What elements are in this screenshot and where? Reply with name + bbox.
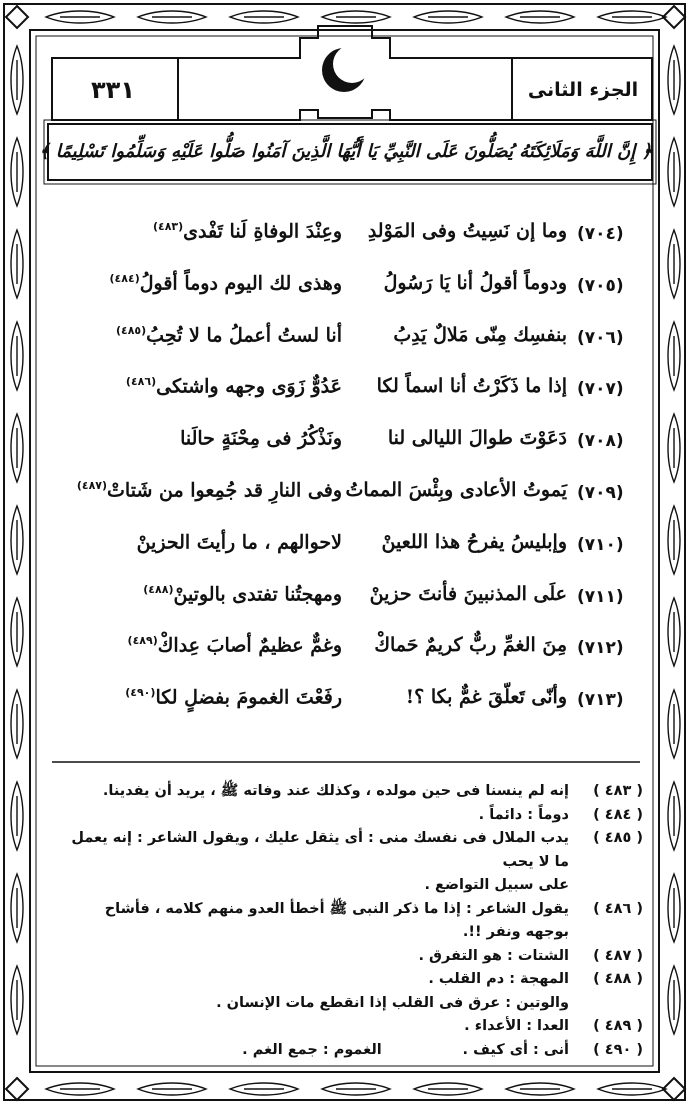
- footnote-text: أنى : أى كيف . الغموم : جمع الغم .: [242, 1041, 569, 1058]
- footnote-text: المهجة : دم القلب .: [428, 971, 569, 987]
- verse-second-hemistich: [62, 634, 342, 656]
- verse-second-hemistich: [62, 686, 342, 708]
- footnote-item: [58, 898, 643, 945]
- footnote-item: [58, 1015, 643, 1039]
- verse-second-hemistich: [62, 375, 342, 397]
- verse-number: (٧١٠): [577, 534, 624, 555]
- verse-number: (٧٠٨): [577, 431, 624, 452]
- footnote-reference: (٤٨٣): [152, 220, 184, 233]
- footnote-number: ( ٤٨٦ ): [593, 900, 643, 917]
- verse-number: (٧٠٥): [577, 275, 624, 296]
- footnote-continuation: على سبيل التواضع .: [424, 877, 569, 893]
- footnote-number: ( ٤٨٧ ): [593, 947, 643, 964]
- verse-number: (٧٠٩): [577, 482, 624, 503]
- verse-first-hemistich: وإبليسُ يفرحُ هذا اللعينْ: [381, 530, 567, 553]
- footnote-number: ( ٤٨٥ ): [593, 830, 643, 846]
- footnote-list: [58, 780, 643, 1062]
- footnote-reference: (٤٨٥): [115, 323, 147, 337]
- verse-number: (٧٠٦): [577, 327, 624, 348]
- verse-number: (٧٠٧): [577, 379, 624, 400]
- verse-second-hemistich: [62, 479, 342, 501]
- footnote-item: [58, 945, 643, 969]
- footnote-number: ( ٤٨٣ ): [593, 783, 643, 799]
- verse-second-hemistich: [62, 531, 342, 553]
- verse-row: [62, 527, 647, 579]
- footnote-text: العدا : الأعداء .: [464, 1018, 569, 1034]
- verse-row: [62, 579, 647, 631]
- verse-number: (٧١٢): [577, 638, 624, 659]
- verse-first-hemistich: علَى المذنبينَ فأنتَ حزينْ: [369, 582, 567, 605]
- footnote-number: ( ٤٨٤ ): [593, 806, 643, 823]
- footnote-text: الشتات : هو التفرق .: [418, 947, 569, 964]
- verse-second-text: أنا لستُ أعملُ ما لا تُحِبُ: [146, 323, 342, 346]
- verse-row: [62, 320, 647, 372]
- verse-row: [62, 682, 647, 734]
- verse-row: [62, 371, 647, 423]
- footnote-item: [58, 1039, 643, 1063]
- verse-row: [62, 630, 647, 682]
- verse-list: [62, 216, 647, 734]
- verse-first-hemistich: مِنَ الغمِّ ربٌّ كريمٌ حَماكْ: [374, 634, 567, 657]
- verse-second-text: ونَذْكُرُ فى مِحْنَةٍ حالَنا: [180, 427, 342, 450]
- footnote-text: إنه لم ينسنا فى حين مولده ، وكذلك عند وفاته ﷺ ، يريد أن يفدينا.: [102, 783, 569, 799]
- footnote-item: [58, 968, 643, 1015]
- verse-first-hemistich: وما إن نَسِيتُ وفى المَوْلدِ: [367, 220, 567, 242]
- page-number: ٣٣١: [91, 76, 135, 104]
- verse-second-hemistich: [62, 272, 342, 294]
- verse-second-hemistich: [62, 427, 342, 449]
- verse-first-hemistich: بنفسِك مِنّى مَلالٌ يَدِبُ: [393, 323, 567, 346]
- verse-first-hemistich: وأنّى تَعلّقَ غمٌّ بكا ؟!: [405, 686, 567, 709]
- footnote-text: يدب الملال فى نفسك منى : أى يثقل عليك ، ويقول الشاعر : إنه يعمل ما لا يحب: [66, 830, 569, 870]
- verse-second-hemistich: [62, 324, 342, 346]
- footnote-reference: (٤٨٩): [127, 634, 158, 648]
- verse-second-hemistich: [62, 583, 342, 605]
- verse-second-text: عَدُوٌّ زَوَى وجهه واشتكى: [156, 375, 342, 398]
- footnote-number: ( ٤٨٨ ): [593, 971, 643, 987]
- verse-row: [62, 216, 647, 268]
- footnote-reference: (٤٩٠): [125, 686, 156, 700]
- footnote-number: ( ٤٩٠ ): [593, 1041, 643, 1058]
- verse-row: [62, 475, 647, 527]
- verse-second-text: ومهجتُنا تفتدى بالوتينْ: [173, 582, 342, 605]
- verse-row: [62, 268, 647, 320]
- part-label: الجزء الثانى: [527, 79, 639, 101]
- verse-number: (٧١٣): [577, 690, 624, 711]
- verse-first-hemistich: ودوماً أقولُ أنا يَا رَسُولُ: [383, 271, 567, 294]
- footnote-reference: (٤٨٤): [109, 271, 140, 285]
- footnote-item: [58, 804, 643, 828]
- verse-second-text: وغمٌّ عظيمٌ أصابَ عِداكْ: [157, 634, 342, 657]
- footnote-continuation: والوتين : عرق فى القلب إذا انقطع مات الإنسان .: [216, 994, 569, 1011]
- verse-second-text: وفى النارِ قد جُمِعوا من شَتاتْ: [107, 479, 342, 502]
- verse-second-text: لاحوالهم ، ما رأيتَ الحزينْ: [136, 531, 342, 554]
- verse-second-text: رفَعْتَ الغمومَ بفضلٍ لكا: [155, 686, 342, 709]
- footnote-reference: (٤٨٦): [125, 375, 157, 389]
- footnote-item: [58, 780, 643, 804]
- verse-number: (٧١١): [577, 586, 624, 607]
- verse-number: (٧٠٤): [577, 224, 624, 244]
- footnote-item: [58, 827, 643, 898]
- footnote-text: دوماً : دائماً .: [478, 806, 569, 823]
- verse-first-hemistich: دَعَوْتَ طوالَ الليالى لنا: [387, 427, 567, 450]
- footnote-reference: (٤٨٧): [76, 478, 108, 492]
- verse-second-text: وعِنْدَ الوفاةِ لَنا تَفْدى: [183, 220, 342, 243]
- verse-first-hemistich: يَموتُ الأعادى وبِئْسَ المماتُ: [345, 478, 567, 501]
- footnote-reference: (٤٨٨): [143, 582, 174, 596]
- verse-second-hemistich: [62, 220, 342, 242]
- footnote-number: ( ٤٨٩ ): [593, 1018, 643, 1034]
- crescent-icon: [322, 45, 371, 92]
- verse-row: [62, 423, 647, 475]
- footnote-text: يقول الشاعر : إذا ما ذكر النبى ﷺ أخطأ العدو منهم كلامه ، فأشاح بوجهه ونفر !!.: [99, 900, 569, 940]
- verse-second-text: وهذى لك اليوم دوماً أقولُ: [139, 272, 342, 295]
- verse-first-hemistich: إذا ما ذَكَرْتُ أنا اسماً لكا: [376, 375, 567, 398]
- quran-verse-banner: ﴿ إِنَّ اللَّهَ وَمَلَائِكَتَهُ يُصَلُّونَ عَلَى النَّبِيِّ يَا أَيُّهَا الَّذِينَ آمَنُوا صَلُّوا عَلَيْهِ وَسَلِّمُوا تَسْلِيمًا ﴾: [38, 140, 653, 162]
